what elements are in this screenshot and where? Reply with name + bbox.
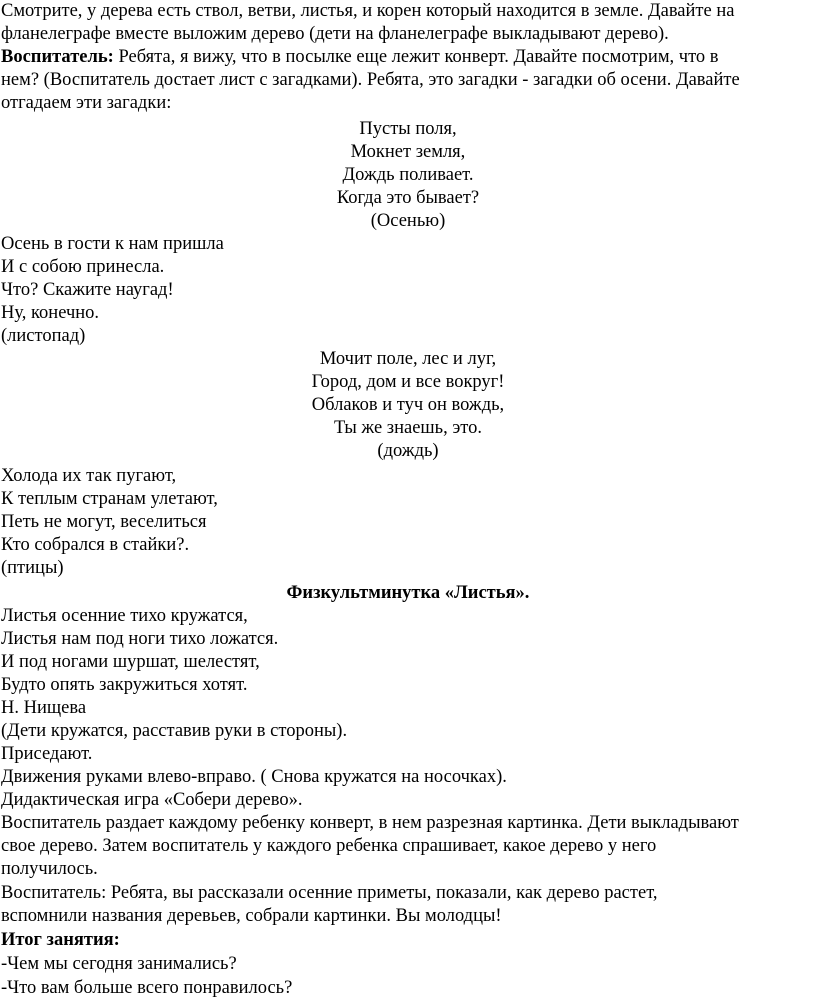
game-line: получилось. <box>1 859 98 879</box>
summary-title: Итог занятия: <box>1 930 120 950</box>
riddle-line: Мокнет земля, <box>350 142 466 162</box>
game-line: Воспитатель: Ребята, вы рассказали осенние приметы, показали, как дерево растет, <box>1 883 658 903</box>
riddle-answer: (птицы) <box>1 558 64 578</box>
game-line: вспомнили названия деревьев, собрали картинки. Вы молодцы! <box>1 906 502 926</box>
riddle-line: Петь не могут, веселиться <box>1 512 207 532</box>
speaker-label: Воспитатель: <box>1 47 114 67</box>
riddle-line: Холода их так пугают, <box>1 466 177 486</box>
riddle-line: Осень в гости к нам пришла <box>1 234 224 254</box>
riddle-line: Пусты поля, <box>359 119 457 139</box>
intro-line: нем? (Воспитатель достает лист с загадками). Ребята, это загадки - загадки об осени. Давайте <box>1 70 740 90</box>
riddle-line: Дождь поливает. <box>342 165 474 185</box>
riddle-line: К теплым странам улетают, <box>1 489 218 509</box>
exercise-line: (Дети кружатся, расставив руки в стороны). <box>1 721 348 741</box>
riddle-answer: (дождь) <box>377 441 439 461</box>
riddle-line: Город, дом и все вокруг! <box>311 372 505 392</box>
intro-text: Ребята, я вижу, что в посылке еще лежит конверт. Давайте посмотрим, что в <box>113 47 719 67</box>
riddle-line: Ну, конечно. <box>1 303 100 323</box>
game-line: Воспитатель раздает каждому ребенку конверт, в нем разрезная картинка. Дети выкладывают <box>1 813 739 833</box>
riddle-line: Облаков и туч он вождь, <box>311 395 505 415</box>
riddle-line: И с собою принесла. <box>1 257 165 277</box>
riddle-line: Когда это бывает? <box>336 188 480 208</box>
exercise-line: Движения руками влево-вправо. ( Снова кружатся на носочках). <box>1 767 507 787</box>
summary-question: -Что вам больше всего понравилось? <box>1 978 293 998</box>
exercise-title: Физкультминутка «Листья». <box>286 583 530 603</box>
exercise-line: Листья осенние тихо кружатся, <box>1 606 248 626</box>
riddle-line: Кто собрался в стайки?. <box>1 535 190 555</box>
exercise-author: Н. Нищева <box>1 698 87 718</box>
game-line: свое дерево. Затем воспитатель у каждого ребенка спрашивает, какое дерево у него <box>1 836 657 856</box>
intro-line <box>1 46 719 69</box>
intro-line: отгадаем эти загадки: <box>1 93 172 113</box>
riddle-answer: (листопад) <box>1 326 86 346</box>
exercise-line: Листья нам под ноги тихо ложатся. <box>1 629 279 649</box>
game-title: Дидактическая игра «Собери дерево». <box>1 790 303 810</box>
intro-line: Смотрите, у дерева есть ствол, ветви, листья, и корен который находится в земле. Давайте на <box>1 1 735 21</box>
summary-question: -Чем мы сегодня занимались? <box>1 954 237 974</box>
intro-line: фланелеграфе вместе выложим дерево (дети на фланелеграфе выкладывают дерево). <box>1 24 669 44</box>
riddle-line: Что? Скажите наугад! <box>1 280 174 300</box>
exercise-line: Будто опять закружиться хотят. <box>1 675 248 695</box>
riddle-line: Ты же знаешь, это. <box>333 418 483 438</box>
exercise-line: Приседают. <box>1 744 93 764</box>
exercise-line: И под ногами шуршат, шелестят, <box>1 652 260 672</box>
riddle-answer: (Осенью) <box>370 211 446 231</box>
riddle-line: Мочит поле, лес и луг, <box>319 349 497 369</box>
